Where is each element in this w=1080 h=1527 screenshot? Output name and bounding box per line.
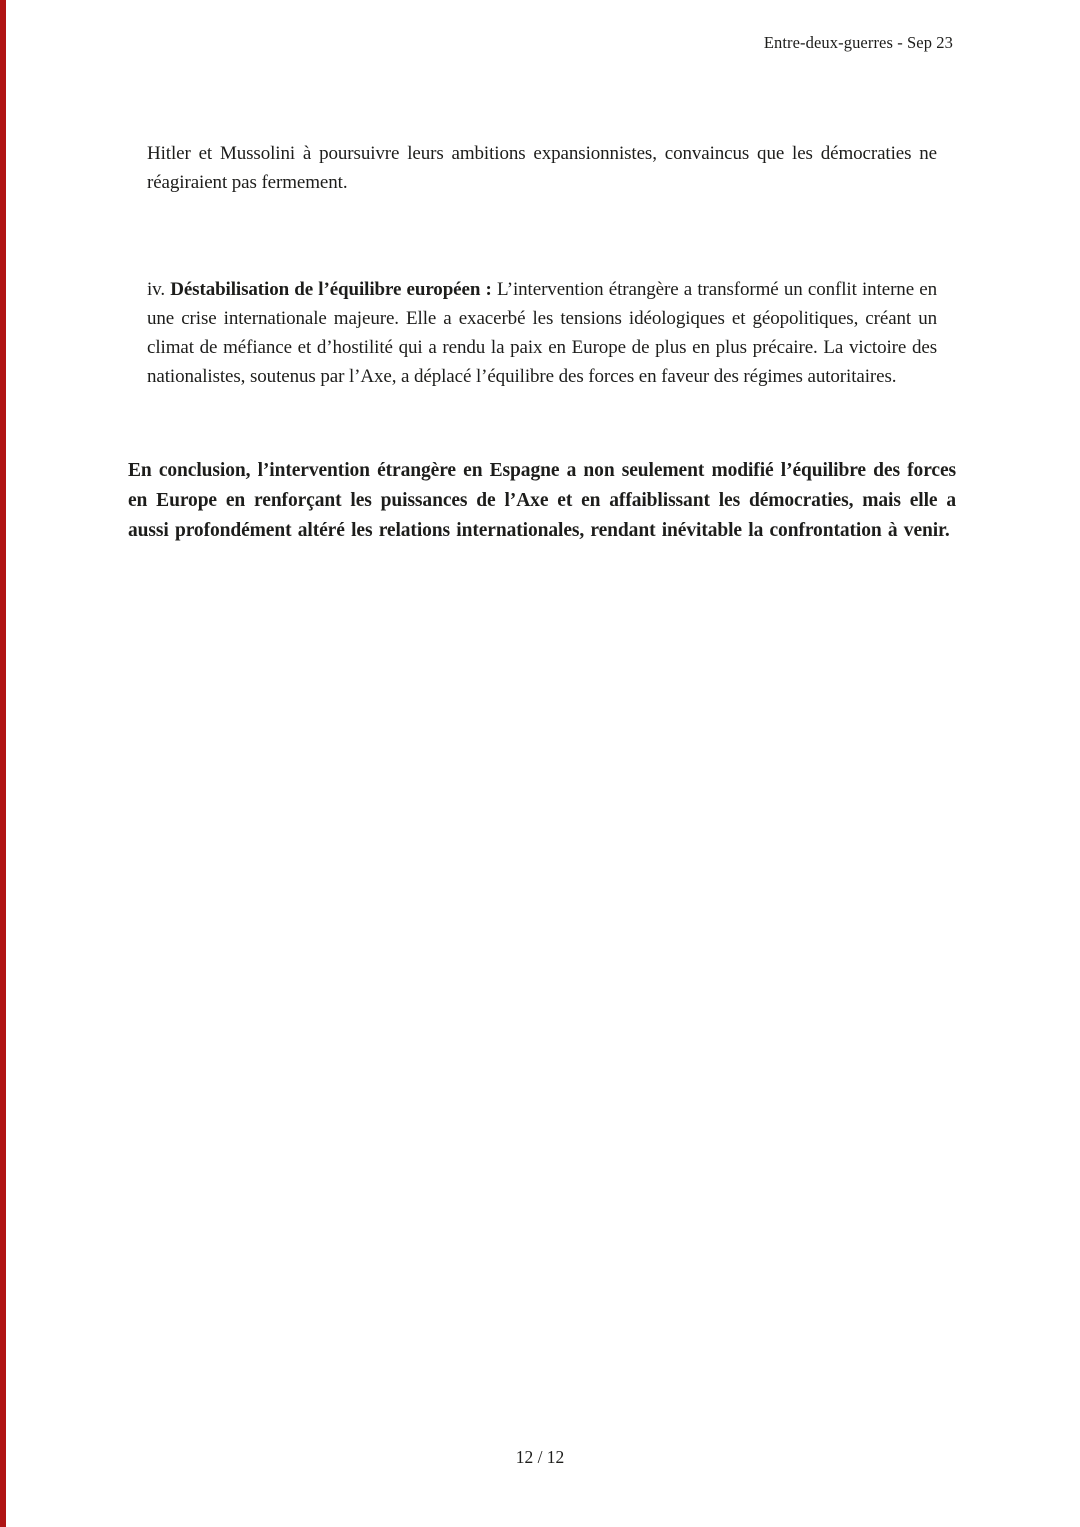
page-number: 12 / 12 bbox=[515, 1447, 565, 1467]
paragraph-item-iv bbox=[147, 275, 937, 391]
left-accent-stripe bbox=[0, 0, 6, 1527]
item-iv-marker: iv. bbox=[147, 279, 171, 300]
paragraph-intro: Hitler et Mussolini à poursuivre leurs ambitions expansionnistes, convaincus que les démocraties ne réagiraient pas fermement. bbox=[147, 143, 937, 193]
item-iv-body: L’intervention étrangère a transformé un conflit interne en une crise internationale majeure. Elle a exacerbé les tensions idéologiques et géopolitiques, créant un climat de méfiance et d’hostilité qui a rendu la paix en Europe de plus en plus précaire. La victoire des nationalistes, soutenus par l’Axe, a déplacé l’équilibre des forces en faveur des régimes autoritaires. bbox=[147, 279, 937, 387]
page-header-running-title: Entre-deux-guerres - Sep 23 bbox=[763, 33, 953, 52]
item-iv-heading: Déstabilisation de l’équilibre européen : bbox=[170, 279, 492, 300]
paragraph-conclusion: En conclusion, l’intervention étrangère en Espagne a non seulement modifié l’équilibre des forces en Europe en renforçant les puissances de l’Axe et en affaiblissant les démocraties, mais elle a aussi profondément altéré les relations internationales, rendant inévitable la confrontation à venir. bbox=[128, 459, 956, 541]
